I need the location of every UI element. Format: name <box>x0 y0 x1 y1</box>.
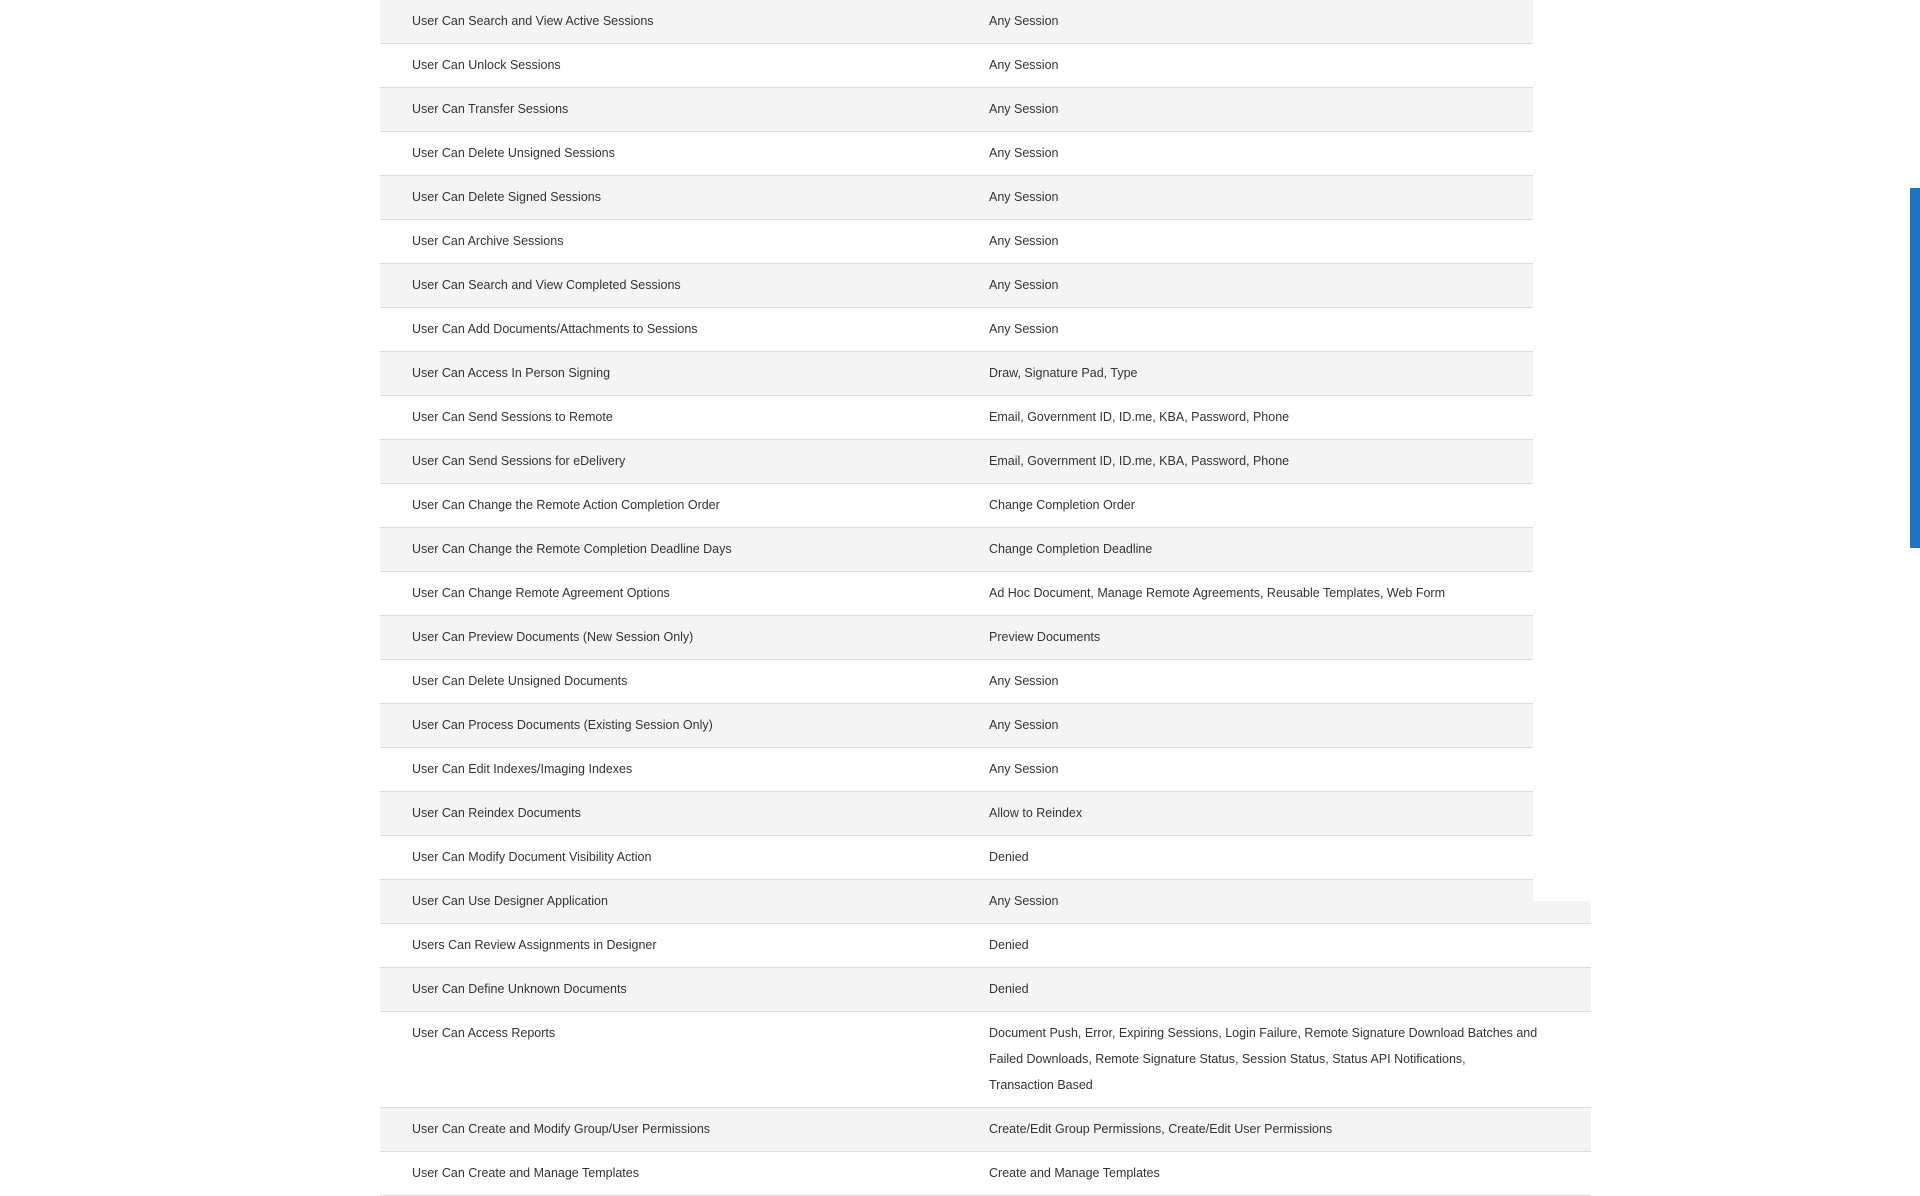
permission-value-cell <box>977 264 1591 308</box>
permission-value-cell <box>977 396 1591 440</box>
table-row <box>380 132 1591 176</box>
permission-value-line: Any Session <box>989 146 1059 160</box>
permission-value-cell <box>977 88 1591 132</box>
permission-name-cell: User Can Access Reports <box>412 1026 556 1040</box>
table-row <box>380 836 1591 880</box>
permission-name-cell: User Can Search and View Active Sessions <box>412 14 654 28</box>
permission-name-cell: User Can Create and Modify Group/User Permissions <box>412 1122 711 1136</box>
permission-name-cell: User Can Send Sessions for eDelivery <box>412 454 626 468</box>
permission-name-cell: User Can Delete Unsigned Sessions <box>412 146 615 160</box>
table-row <box>380 880 1591 924</box>
vertical-scrollbar[interactable] <box>1906 0 1920 901</box>
permission-value-line: Failed Downloads, Remote Signature Status, Session Status, Status API Notifications, <box>989 1052 1466 1066</box>
permission-value-line: Create/Edit Group Permissions, Create/Edit User Permissions <box>989 1122 1333 1136</box>
permission-value-cell <box>977 220 1591 264</box>
permission-value-cell <box>977 704 1591 748</box>
table-row <box>380 968 1591 1012</box>
permission-value-line: Any Session <box>989 234 1059 248</box>
permission-value-cell <box>977 616 1591 660</box>
permission-value-line: Ad Hoc Document, Manage Remote Agreements, Reusable Templates, Web Form <box>989 586 1446 600</box>
permission-value-cell <box>977 528 1591 572</box>
permission-value-line: Any Session <box>989 718 1059 732</box>
permission-name-cell: User Can Add Documents/Attachments to Sessions <box>412 322 698 336</box>
permission-value-line: Draw, Signature Pad, Type <box>989 366 1138 380</box>
permission-name-cell: User Can Change Remote Agreement Options <box>412 586 670 600</box>
permission-value-line: Any Session <box>989 894 1059 908</box>
table-row <box>380 440 1591 484</box>
table-row <box>380 176 1591 220</box>
table-row <box>380 528 1591 572</box>
table-row <box>380 0 1591 44</box>
permission-value-line: Any Session <box>989 322 1059 336</box>
permission-name-cell: Users Can Review Assignments in Designer <box>412 938 657 952</box>
table-row <box>380 308 1591 352</box>
permission-name-cell: User Can Archive Sessions <box>412 234 564 248</box>
permissions-table-body <box>380 0 1591 1196</box>
permission-name-cell: User Can Unlock Sessions <box>412 58 561 72</box>
table-row <box>380 748 1591 792</box>
table-row <box>380 1152 1591 1196</box>
permission-value-line: Any Session <box>989 102 1059 116</box>
permission-value-cell <box>977 1012 1591 1108</box>
table-row <box>380 660 1591 704</box>
table-row <box>380 352 1591 396</box>
permission-value-line: Change Completion Deadline <box>989 542 1153 556</box>
permission-name-cell: User Can Delete Signed Sessions <box>412 190 601 204</box>
permission-name-cell: User Can Change the Remote Completion Deadline Days <box>412 542 732 556</box>
permission-value-line: Transaction Based <box>989 1078 1093 1092</box>
table-row <box>380 44 1591 88</box>
scrollbar-thumb[interactable] <box>1910 188 1920 548</box>
table-row <box>380 616 1591 660</box>
permission-value-line: Any Session <box>989 674 1059 688</box>
permission-value-cell <box>977 352 1591 396</box>
permission-value-cell <box>977 836 1591 880</box>
table-row <box>380 396 1591 440</box>
permission-value-cell <box>977 924 1591 968</box>
table-row <box>380 1012 1591 1108</box>
permission-name-cell: User Can Change the Remote Action Completion Order <box>412 498 720 512</box>
permission-value-cell <box>977 880 1591 924</box>
permission-value-line: Denied <box>989 982 1029 996</box>
permission-value-cell <box>977 748 1591 792</box>
permission-name-cell: User Can Transfer Sessions <box>412 102 569 116</box>
permission-value-cell <box>977 0 1591 44</box>
permission-name-cell: User Can Use Designer Application <box>412 894 608 908</box>
permission-value-cell <box>977 1152 1591 1196</box>
permission-name-cell: User Can Reindex Documents <box>412 806 581 820</box>
permission-value-line: Denied <box>989 938 1029 952</box>
permission-value-cell <box>977 660 1591 704</box>
permission-name-cell: User Can Create and Manage Templates <box>412 1166 639 1180</box>
table-row <box>380 484 1591 528</box>
permission-value-line: Preview Documents <box>989 630 1101 644</box>
permission-value-line: Denied <box>989 850 1029 864</box>
permission-value-cell <box>977 968 1591 1012</box>
permission-name-cell: User Can Modify Document Visibility Action <box>412 850 652 864</box>
permission-name-cell: User Can Edit Indexes/Imaging Indexes <box>412 762 633 776</box>
permission-value-line: Create and Manage Templates <box>989 1166 1160 1180</box>
permission-value-line: Document Push, Error, Expiring Sessions, Login Failure, Remote Signature Download Batches and <box>989 1026 1538 1040</box>
permission-value-line: Email, Government ID, ID.me, KBA, Password, Phone <box>989 410 1290 424</box>
table-row <box>380 1108 1591 1152</box>
table-row <box>380 704 1591 748</box>
permission-value-cell <box>977 484 1591 528</box>
permission-value-line: Any Session <box>989 14 1059 28</box>
permission-value-cell <box>977 44 1591 88</box>
table-row <box>380 792 1591 836</box>
permission-value-line: Any Session <box>989 190 1059 204</box>
permission-value-cell <box>977 132 1591 176</box>
permission-name-cell: User Can Delete Unsigned Documents <box>412 674 628 688</box>
table-row <box>380 88 1591 132</box>
permission-value-line: Any Session <box>989 278 1059 292</box>
permission-value-cell <box>977 308 1591 352</box>
table-row <box>380 572 1591 616</box>
permission-value-line: Change Completion Order <box>989 498 1135 512</box>
permission-name-cell: User Can Access In Person Signing <box>412 366 611 380</box>
permission-name-cell: User Can Process Documents (Existing Session Only) <box>412 718 713 732</box>
right-gutter <box>1533 0 1920 901</box>
permission-name-cell: User Can Define Unknown Documents <box>412 982 627 996</box>
permission-value-cell <box>977 440 1591 484</box>
permission-value-line: Email, Government ID, ID.me, KBA, Password, Phone <box>989 454 1290 468</box>
permission-value-cell <box>977 792 1591 836</box>
permission-value-line: Allow to Reindex <box>989 806 1083 820</box>
permission-value-cell <box>977 1108 1591 1152</box>
table-row <box>380 220 1591 264</box>
table-row <box>380 264 1591 308</box>
table-row <box>380 924 1591 968</box>
permission-value-line: Any Session <box>989 58 1059 72</box>
permission-name-cell: User Can Preview Documents (New Session Only) <box>412 630 694 644</box>
permission-value-cell <box>977 176 1591 220</box>
permission-value-line: Any Session <box>989 762 1059 776</box>
permission-value-cell <box>977 572 1591 616</box>
permission-name-cell: User Can Search and View Completed Sessions <box>412 278 681 292</box>
permissions-table <box>380 0 1591 1196</box>
permission-name-cell: User Can Send Sessions to Remote <box>412 410 613 424</box>
